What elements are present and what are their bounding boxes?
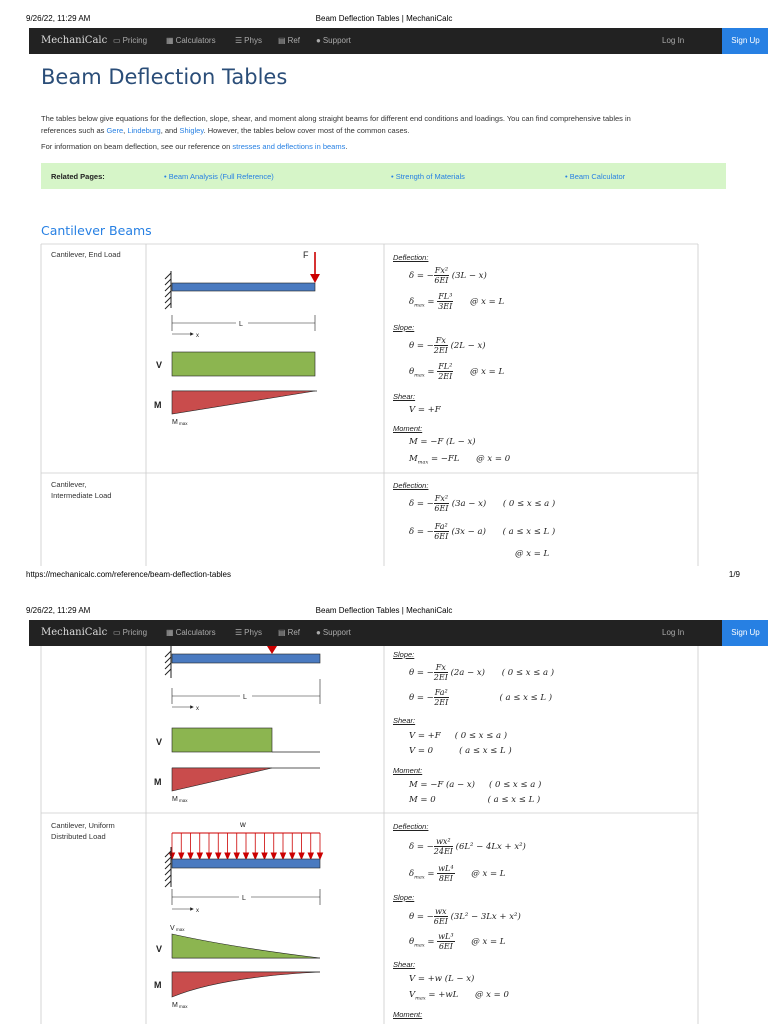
moment-diagram: [172, 972, 320, 997]
brand-logo[interactable]: MechaniCalc: [41, 35, 108, 46]
login-link-2[interactable]: Log In: [662, 628, 685, 637]
user-icon: ●: [316, 36, 321, 45]
shear-diagram: [172, 352, 315, 376]
nav-support-2[interactable]: ● Support: [316, 628, 351, 637]
eq-uni-deflection-max: $\delta_{max}$ = $\frac{\text{wL⁴}}{8EI}$ @ x = L: [409, 864, 506, 883]
header-deflection-2: Deflection:: [393, 481, 429, 490]
load-arrow: [267, 646, 277, 654]
svg-text:F: F: [303, 250, 309, 260]
print-doc-title: Beam Deflection Tables | MechaniCalc: [315, 14, 453, 23]
header-moment-1: Moment:: [393, 424, 423, 433]
svg-text:M: M: [172, 796, 178, 803]
header-moment-2: Moment:: [393, 766, 423, 775]
table-grid-page2: [0, 620, 768, 1024]
eq-uni-shear: V = +w (L − x): [409, 974, 475, 984]
nav-pricing-2[interactable]: ▭ Pricing: [113, 628, 148, 637]
eq-uni-deflection: δ = − $\frac{\text{wx²}}{24EI}$ (6L² − 4Lx + x²): [409, 837, 526, 856]
link-lindeburg[interactable]: Lindeburg: [127, 125, 161, 135]
eq-moment: M = −F (L − x): [409, 437, 476, 447]
sliders-icon: ☰: [235, 36, 243, 45]
intro-paragraph-2: For information on beam deflection, see our reference on stresses and deflections in beams.: [41, 142, 348, 151]
eq-int-slope-2: θ = − $\frac{\text{Fa²}}{2EI}$ ( a ≤ x ≤ L ): [409, 688, 553, 707]
login-link[interactable]: Log In: [662, 36, 685, 45]
svg-text:x: x: [196, 908, 199, 914]
print-url: https://mechanicalc.com/reference/beam-deflection-tables: [26, 570, 231, 579]
related-link-beam-analysis[interactable]: • Beam Analysis (Full Reference): [164, 172, 274, 181]
link-gere[interactable]: Gere: [106, 125, 124, 135]
related-link-strength[interactable]: • Strength of Materials: [391, 172, 465, 181]
eq-int-shear-1: V = +F ( 0 ≤ x ≤ a ): [409, 731, 508, 741]
beam: [172, 283, 315, 291]
load-arrow: [310, 274, 320, 283]
brand-logo-2[interactable]: MechaniCalc: [41, 627, 108, 638]
eq-moment-max: $M_{max} = -FL$ @ x = 0: [409, 454, 511, 466]
svg-text:w: w: [240, 820, 246, 829]
nav-phys[interactable]: ☰ Phys: [235, 36, 262, 45]
beam: [172, 654, 320, 663]
svg-text:M: M: [154, 980, 162, 990]
svg-text:M: M: [154, 400, 162, 410]
svg-text:max: max: [179, 1004, 188, 1009]
sliders-icon: ☰: [235, 628, 243, 637]
eq-int-slope-1: θ = − $\frac{Fx}{2EI}$ (2a − x) ( 0 ≤ x ≤ a ): [409, 663, 555, 682]
beam: [172, 859, 320, 868]
nav-pricing[interactable]: ▭ Pricing: [113, 36, 148, 45]
header-deflection-3: Deflection:: [393, 822, 429, 831]
moment-diagram: [172, 391, 315, 414]
svg-text:M: M: [154, 777, 162, 787]
eq-uni-shear-max: $V_{max} = +wL$ @ x = 0: [409, 990, 509, 1002]
svg-text:x: x: [196, 333, 199, 339]
book-icon: ▤: [278, 628, 286, 637]
print-page-number: 1/9: [728, 570, 740, 579]
nav-ref[interactable]: ▤ Ref: [278, 36, 301, 45]
nav-phys-2[interactable]: ☰ Phys: [235, 628, 262, 637]
eq-int-deflection-1: δ = − $\frac{\text{Fx²}}{6EI}$ (3a − x) ( 0 ≤ x ≤ a ): [409, 494, 556, 513]
header-shear-2: Shear:: [393, 716, 416, 725]
row-label-uniform: Cantilever, Uniform Distributed Load: [51, 821, 115, 841]
eq-int-at-xL: @ x = L: [515, 549, 550, 559]
eq-uni-slope-max: $\theta_{max}$ = $\frac{\text{wL³}}{6EI}$ @ x = L: [409, 932, 506, 951]
top-navbar-2: [29, 620, 760, 646]
eq-uni-slope: θ = − $\frac{wx}{6EI}$ (3L² − 3Lx + x²): [409, 907, 521, 926]
nav-calculators-2[interactable]: ▦ Calculators: [166, 628, 216, 637]
header-slope-2: Slope:: [393, 650, 415, 659]
page-title: Beam Deflection Tables: [41, 65, 288, 89]
svg-text:M: M: [172, 1002, 178, 1009]
svg-text:max: max: [176, 927, 185, 932]
diagram-end-load: [150, 246, 382, 432]
eq-int-moment-1: M = −F (a − x) ( 0 ≤ x ≤ a ): [409, 780, 542, 790]
eq-deflection-max: $\delta_{max}$ = $\frac{\text{FL³}}{3EI}$ @ x = L: [409, 292, 505, 311]
diagram-intermediate-load: [150, 646, 382, 806]
svg-text:max: max: [179, 798, 188, 803]
signup-button[interactable]: Sign Up: [722, 28, 768, 54]
calculator-icon: ▦: [166, 36, 174, 45]
distributed-load-arrows: [170, 833, 323, 859]
link-shigley[interactable]: Shigley: [179, 125, 204, 135]
svg-text:L: L: [242, 895, 246, 902]
related-link-beam-calculator[interactable]: • Beam Calculator: [565, 172, 626, 181]
nav-support[interactable]: ● Support: [316, 36, 351, 45]
diagram-uniform-load: [150, 817, 382, 1017]
moment-diagram: [172, 768, 272, 791]
nav-ref-2[interactable]: ▤ Ref: [278, 628, 301, 637]
header-slope-3: Slope:: [393, 893, 415, 902]
eq-int-moment-2: M = 0 ( a ≤ x ≤ L ): [409, 795, 541, 805]
intro-paragraph: The tables below give equations for the deflection, slope, shear, and moment along straight beams for different end conditions and loadings. You can find comprehensive tables in references such as Gere, Lindeburg, and Shigley. However, the tables below cover most of the common cases.: [41, 114, 631, 135]
header-shear-3: Shear:: [393, 960, 416, 969]
book-icon: ▤: [278, 36, 286, 45]
svg-text:V: V: [170, 925, 175, 932]
header-moment-3: Moment:: [393, 1010, 423, 1019]
calculator-icon: ▦: [166, 628, 174, 637]
eq-int-shear-2: V = 0 ( a ≤ x ≤ L ): [409, 746, 512, 756]
user-icon: ●: [316, 628, 321, 637]
eq-int-deflection-2: δ = − $\frac{\text{Fa²}}{6EI}$ (3x − a) ( a ≤ x ≤ L ): [409, 522, 556, 541]
shear-diagram: [172, 728, 272, 752]
header-deflection-1: Deflection:: [393, 253, 429, 262]
section-heading-cantilever: Cantilever Beams: [41, 223, 152, 238]
svg-text:max: max: [179, 421, 188, 426]
eq-slope: θ = − $\frac{Fx}{2EI}$ (2L − x): [409, 336, 486, 355]
svg-text:L: L: [239, 321, 243, 328]
row-label-intermediate: Cantilever, Intermediate Load: [51, 480, 112, 500]
svg-text:V: V: [156, 737, 163, 747]
link-stresses-deflections[interactable]: stresses and deflections in beams: [232, 142, 346, 151]
wall-hatch: [165, 271, 171, 309]
nav-calculators[interactable]: ▦ Calculators: [166, 36, 216, 45]
svg-text:x: x: [196, 706, 199, 712]
svg-text:V: V: [156, 944, 163, 954]
signup-button-2[interactable]: Sign Up: [722, 620, 768, 646]
svg-text:L: L: [243, 694, 247, 701]
eq-slope-max: $\theta_{max}$ = $\frac{\text{FL²}}{2EI}$ @ x = L: [409, 362, 505, 381]
credit-card-icon: ▭: [113, 36, 121, 45]
related-label: Related Pages:: [51, 172, 105, 181]
eq-deflection: δ = − $\frac{\text{Fx²}}{6EI}$ (3L − x): [409, 266, 487, 285]
header-shear-1: Shear:: [393, 392, 416, 401]
header-slope-1: Slope:: [393, 323, 415, 332]
svg-text:V: V: [156, 360, 163, 370]
row-label-end-load: Cantilever, End Load: [51, 250, 121, 259]
shear-diagram: [172, 934, 320, 958]
svg-text:M: M: [172, 419, 178, 426]
print-datetime: 9/26/22, 11:29 AM: [26, 14, 91, 23]
eq-shear: V = +F: [409, 405, 441, 415]
credit-card-icon: ▭: [113, 628, 121, 637]
